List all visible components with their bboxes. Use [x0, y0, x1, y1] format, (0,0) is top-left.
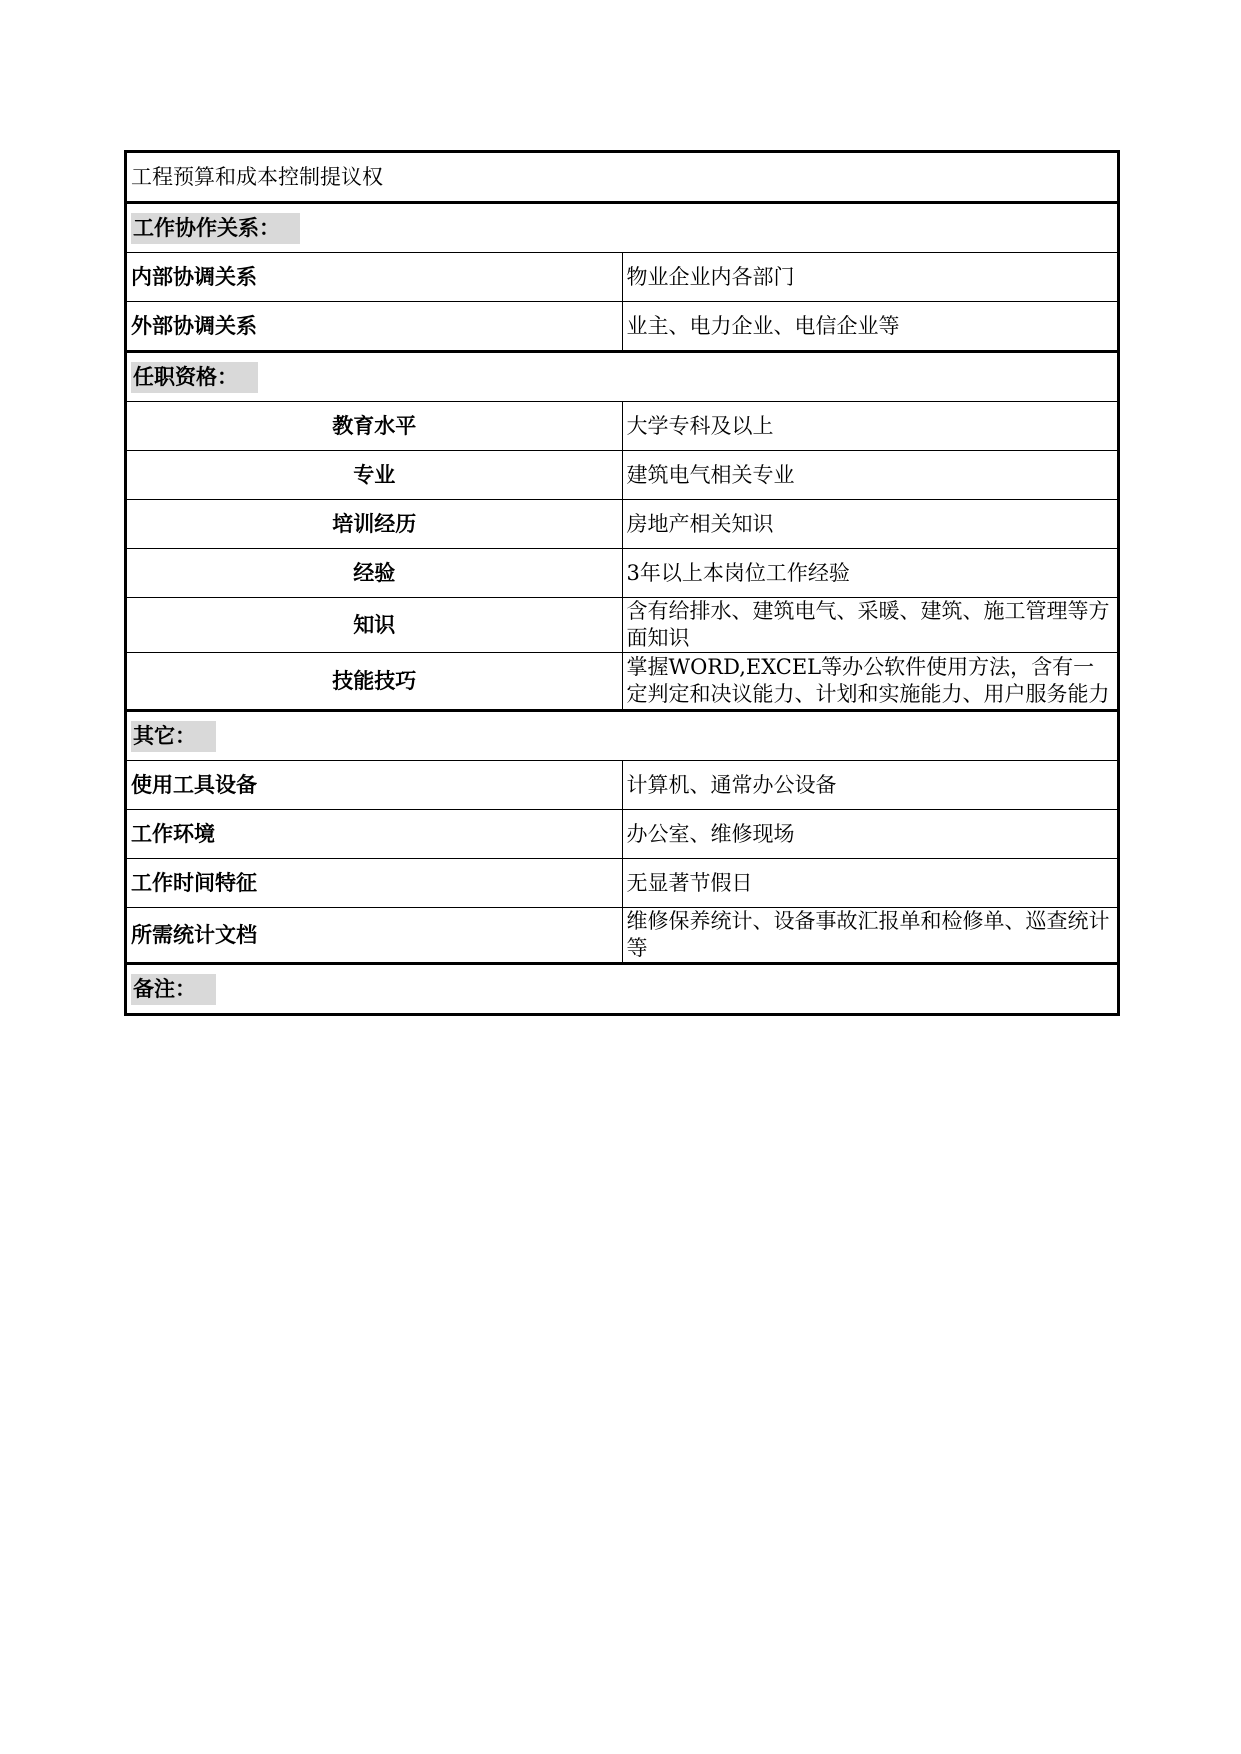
table-row: [126, 810, 1119, 859]
row-label: 工作时间特征: [126, 859, 623, 908]
row-value: 大学专科及以上: [622, 402, 1119, 451]
table-row: [126, 451, 1119, 500]
section-title-others: 其它：: [131, 721, 216, 752]
authority-text: 工程预算和成本控制提议权: [126, 152, 1119, 203]
row-value: 办公室、维修现场: [622, 810, 1119, 859]
row-value: 计算机、通常办公设备: [622, 761, 1119, 810]
row-label: 培训经历: [126, 500, 623, 549]
row-label: 技能技巧: [126, 653, 623, 711]
table-row: [126, 653, 1119, 711]
section-header-notes: [126, 964, 1119, 1015]
table-row: [126, 500, 1119, 549]
section-header-others: [126, 711, 1119, 761]
table-row: [126, 761, 1119, 810]
row-value: 掌握WORD,EXCEL等办公软件使用方法，含有一定判定和决议能力、计划和实施能力、用户服务能力: [622, 653, 1119, 711]
row-label: 经验: [126, 549, 623, 598]
section-title-notes: 备注：: [131, 974, 216, 1005]
table-row: [126, 253, 1119, 302]
row-label: 内部协调关系: [126, 253, 623, 302]
row-label: 所需统计文档: [126, 908, 623, 964]
row-value: 建筑电气相关专业: [622, 451, 1119, 500]
table-row: [126, 908, 1119, 964]
row-value: 含有给排水、建筑电气、采暖、建筑、施工管理等方面知识: [622, 598, 1119, 653]
table-row: [126, 152, 1119, 203]
section-header-cooperation: [126, 203, 1119, 253]
row-value: 房地产相关知识: [622, 500, 1119, 549]
job-description-table: [124, 150, 1120, 1016]
row-value: 维修保养统计、设备事故汇报单和检修单、巡查统计等: [622, 908, 1119, 964]
row-label: 知识: [126, 598, 623, 653]
section-header-qualifications: [126, 352, 1119, 402]
row-value: 无显著节假日: [622, 859, 1119, 908]
row-label: 教育水平: [126, 402, 623, 451]
table-row: [126, 302, 1119, 352]
row-label: 工作环境: [126, 810, 623, 859]
row-label: 专业: [126, 451, 623, 500]
row-label: 使用工具设备: [126, 761, 623, 810]
table-row: [126, 402, 1119, 451]
table-row: [126, 549, 1119, 598]
table-row: [126, 598, 1119, 653]
row-value: 3年以上本岗位工作经验: [622, 549, 1119, 598]
section-title-cooperation: 工作协作关系：: [131, 213, 300, 244]
table-row: [126, 859, 1119, 908]
row-value: 物业企业内各部门: [622, 253, 1119, 302]
row-label: 外部协调关系: [126, 302, 623, 352]
row-value: 业主、电力企业、电信企业等: [622, 302, 1119, 352]
section-title-qualifications: 任职资格：: [131, 362, 258, 393]
